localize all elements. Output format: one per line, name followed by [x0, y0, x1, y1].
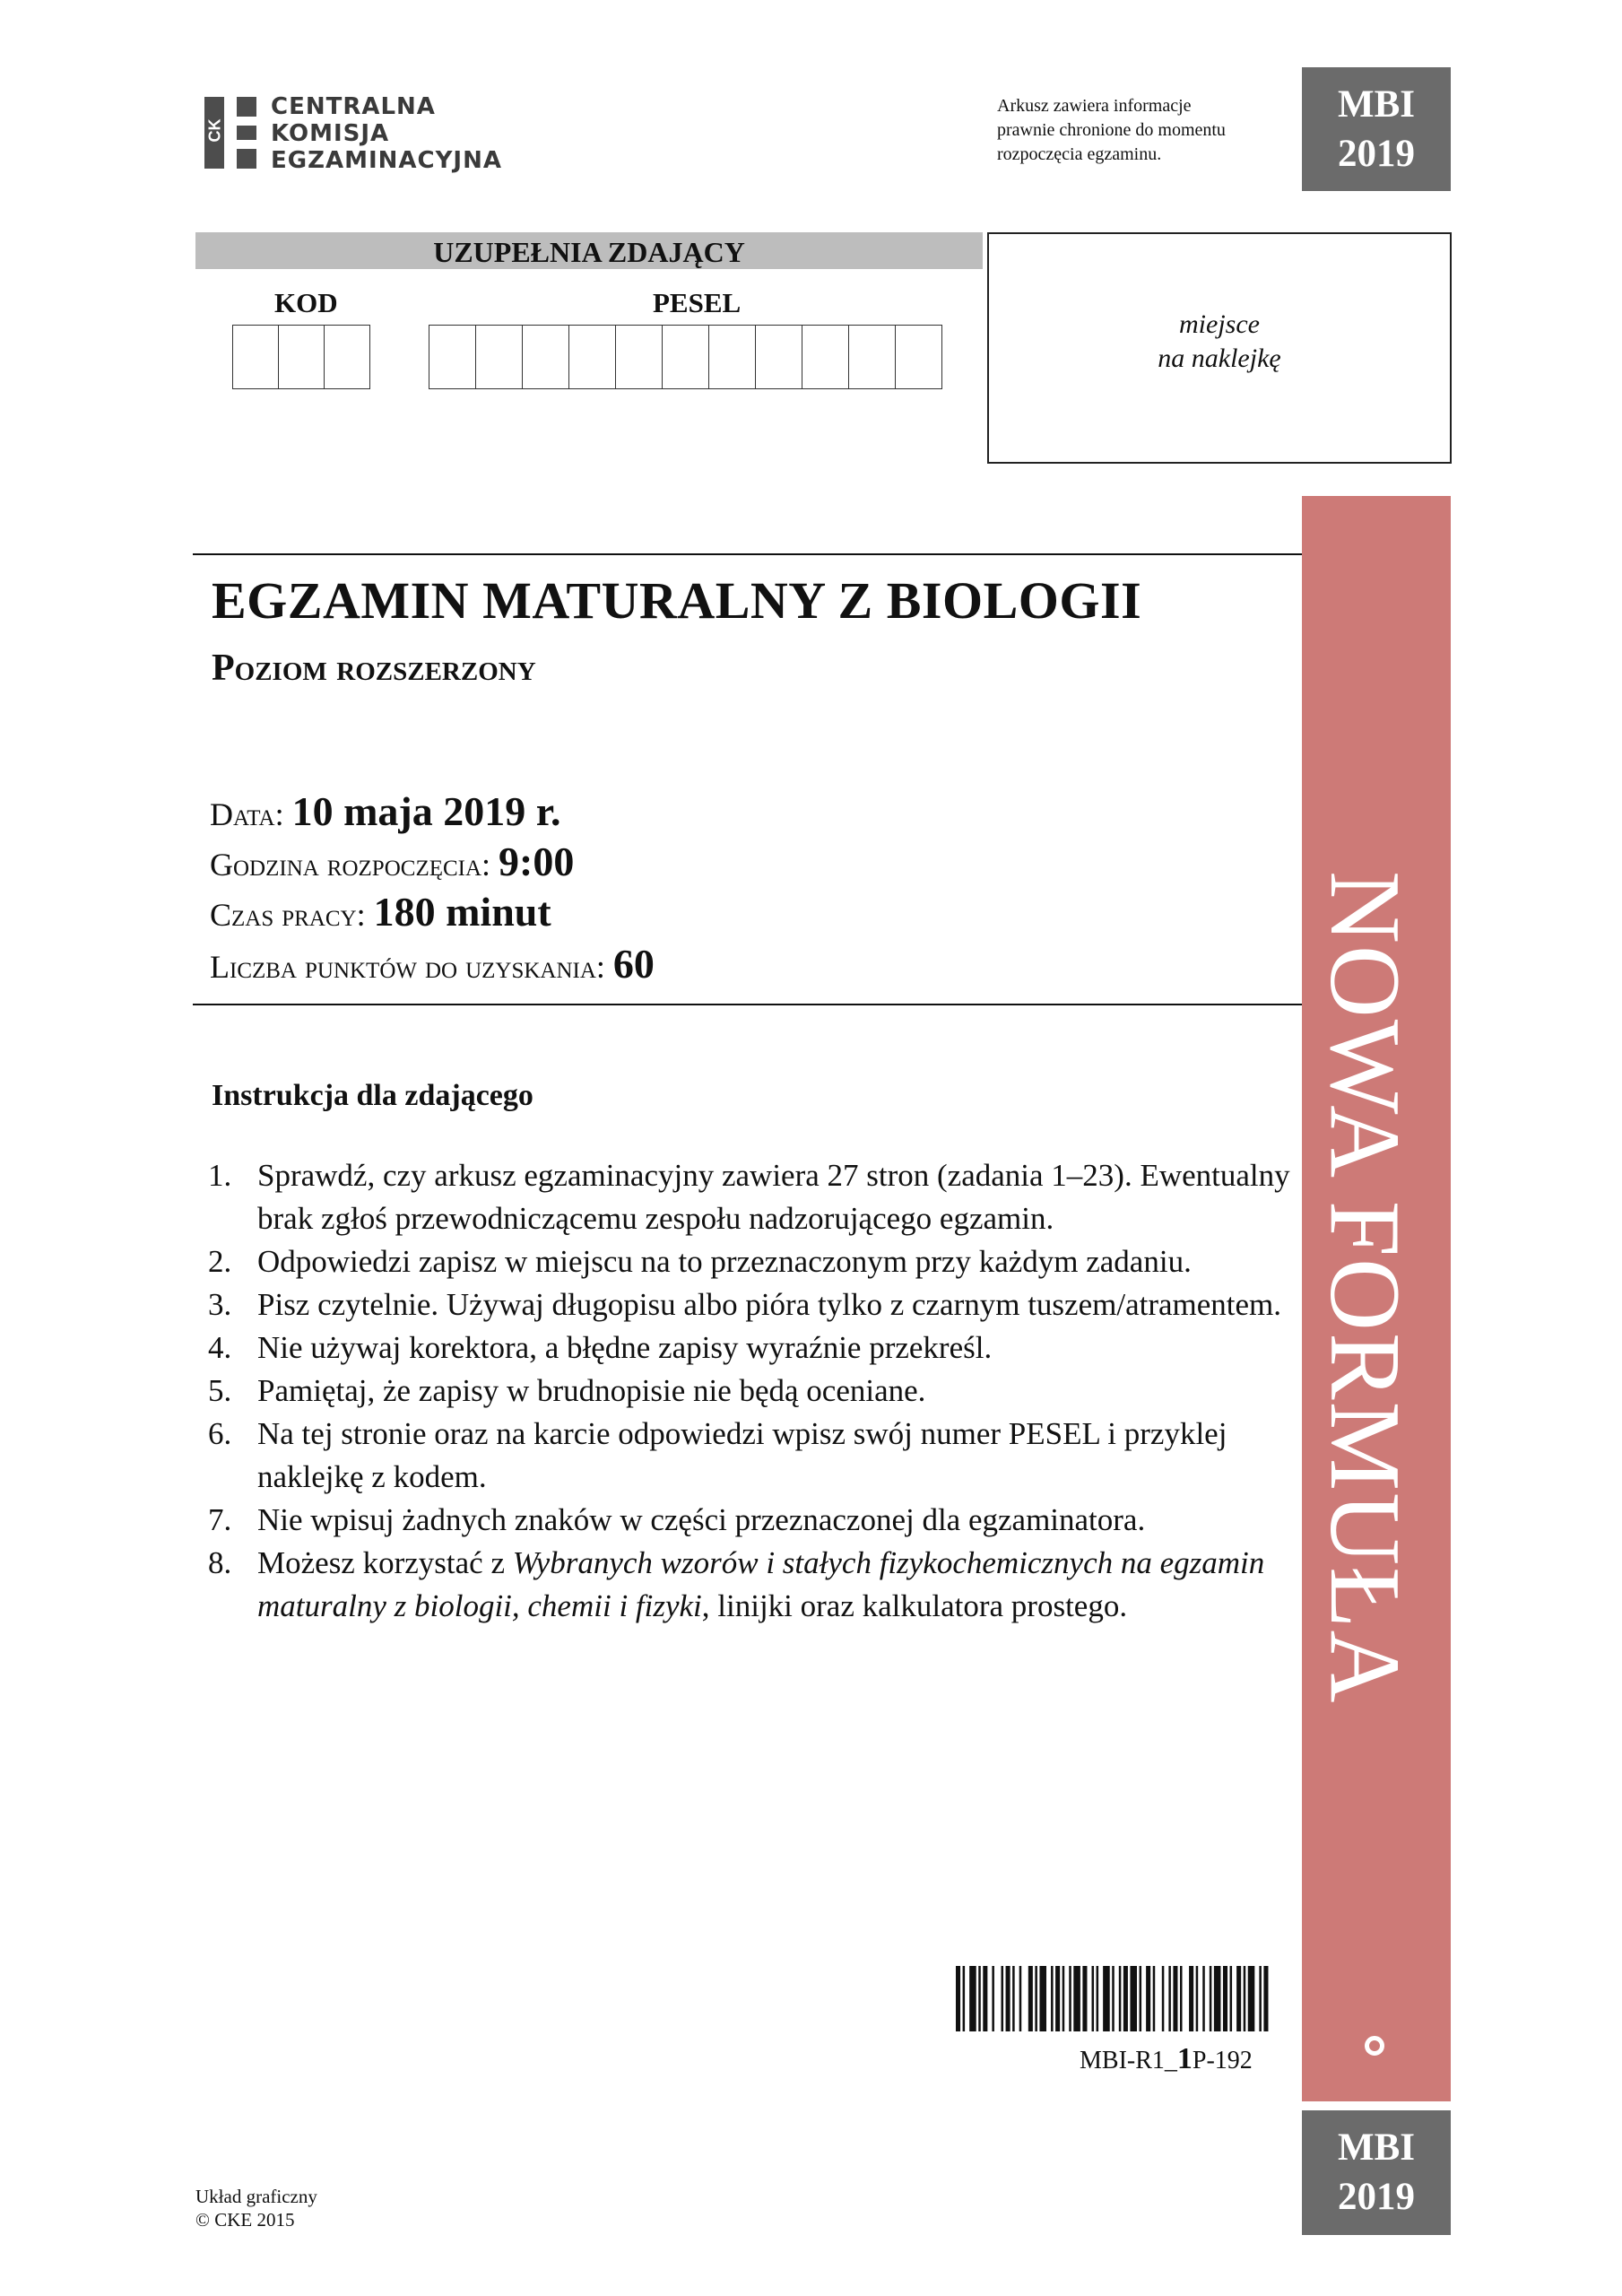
- item-text: Na tej stronie oraz na karcie odpowiedzi wpisz swój numer PESEL i przyklej naklejkę z kodem.: [257, 1416, 1227, 1494]
- exam-code-bottom: [1302, 2110, 1451, 2235]
- logo-mark-text: CK: [205, 118, 224, 143]
- list-item: [208, 1154, 1302, 1240]
- footer: [195, 2185, 317, 2231]
- barcode-label-post: P-192: [1192, 2047, 1253, 2074]
- barcode-bar: [1214, 1966, 1221, 2031]
- barcode-bar: [1196, 1966, 1199, 2031]
- barcode-bar: [1189, 1966, 1193, 2031]
- cke-logo-mark: [204, 97, 256, 169]
- item-text: Nie wpisuj żadnych znaków w części przeznaczonej dla egzaminatora.: [257, 1502, 1146, 1537]
- item-number: 7.: [208, 1502, 232, 1537]
- sticker-line2: na naklejkę: [1158, 344, 1281, 373]
- barcode-bar: [1051, 1966, 1054, 2031]
- item-text: Odpowiedzi zapisz w miejscu na to przeznaczonym przy każdym zadaniu.: [257, 1244, 1192, 1279]
- item-text: Sprawdź, czy arkusz egzaminacyjny zawiera 27 stron (zadania 1–23). Ewentualny brak zgłoś przewodniczącemu zespołu nadzorującego egzamin.: [257, 1158, 1290, 1236]
- pesel-cell[interactable]: [662, 325, 709, 389]
- list-item: [208, 1413, 1302, 1499]
- exam-code-line2: 2019: [1338, 133, 1415, 175]
- barcode-bar: [1123, 1966, 1128, 2031]
- item-number: 2.: [208, 1244, 232, 1279]
- pesel-cell[interactable]: [848, 325, 896, 389]
- pesel-label: PESEL: [653, 287, 742, 318]
- notice-line: rozpoczęcia egzaminu.: [997, 144, 1162, 164]
- barcode-bar: [1069, 1966, 1071, 2031]
- barcode-bar: [1248, 1966, 1255, 2031]
- meta-points: [210, 940, 655, 987]
- barcode-bar: [1006, 1966, 1010, 2031]
- meta-value: 180 minut: [373, 889, 551, 935]
- list-item: [208, 1326, 1302, 1370]
- list-item: [208, 1240, 1302, 1283]
- item-text: Pamiętaj, że zapisy w brudnopisie nie będą oceniane.: [257, 1373, 926, 1408]
- kod-cell[interactable]: [324, 325, 370, 389]
- meta-label: Liczba punktów do uzyskania:: [210, 949, 613, 985]
- item-number: 5.: [208, 1373, 232, 1408]
- barcode-bar: [1012, 1966, 1015, 2031]
- barcode-label: [1080, 2042, 1253, 2076]
- barcode-bar: [1263, 1966, 1268, 2031]
- barcode-bar: [1180, 1966, 1183, 2031]
- item-number: 1.: [208, 1158, 232, 1193]
- pesel-cell[interactable]: [429, 325, 476, 389]
- exam-level: Poziom rozszerzony: [212, 648, 536, 689]
- notice-line: prawnie chronione do momentu: [997, 120, 1226, 140]
- meta-value: 10 maja 2019 r.: [291, 788, 561, 834]
- item-number: 4.: [208, 1330, 232, 1365]
- barcode-bar: [1055, 1966, 1060, 2031]
- kod-cell[interactable]: [232, 325, 279, 389]
- barcode-bar: [1019, 1966, 1022, 2031]
- item-text-post: , linijki oraz kalkulatora prostego.: [701, 1588, 1128, 1623]
- barcode-label-bold: 1: [1176, 2042, 1193, 2075]
- notice-line: Arkusz zawiera informacje: [997, 96, 1192, 116]
- item-number: 8.: [208, 1545, 232, 1580]
- barcode-bar: [969, 1966, 976, 2031]
- footer-line1: Układ graficzny: [195, 2186, 317, 2207]
- meta-start-time: [210, 838, 574, 885]
- candidate-fill-header: UZUPEŁNIA ZDAJĄCY: [195, 232, 983, 269]
- barcode-bar: [1002, 1966, 1004, 2031]
- barcode-bar: [1173, 1966, 1177, 2031]
- barcode-bar: [956, 1966, 960, 2031]
- footer-line2: © CKE 2015: [195, 2209, 295, 2231]
- barcode-bar: [1103, 1966, 1110, 2031]
- barcode-bar: [1202, 1966, 1205, 2031]
- list-item: [208, 1542, 1302, 1628]
- barcode-bar: [1039, 1966, 1046, 2031]
- barcode-bar: [1082, 1966, 1087, 2031]
- barcode-bar: [1168, 1966, 1171, 2031]
- pesel-cell[interactable]: [802, 325, 849, 389]
- barcode-bar: [1236, 1966, 1241, 2031]
- item-text-pre: Możesz korzystać z: [257, 1545, 513, 1580]
- instructions-heading: Instrukcja dla zdającego: [212, 1079, 533, 1112]
- meta-date: [210, 787, 560, 835]
- barcode-bar: [978, 1966, 981, 2031]
- barcode-bar: [1028, 1966, 1033, 2031]
- barcode: [956, 1966, 1271, 2031]
- barcode-bar: [1140, 1966, 1142, 2031]
- barcode-bar: [1223, 1966, 1227, 2031]
- barcode-bar: [1092, 1966, 1095, 2031]
- meta-label: Czas pracy:: [210, 897, 374, 933]
- barcode-bar: [1119, 1966, 1122, 2031]
- exam-code-top: [1302, 67, 1451, 191]
- barcode-bar: [992, 1966, 994, 2031]
- pesel-input-cells[interactable]: [429, 325, 942, 389]
- barcode-bar: [1112, 1966, 1115, 2031]
- barcode-bar: [1230, 1966, 1233, 2031]
- meta-label: Data:: [210, 796, 292, 832]
- cke-logo-text: [271, 93, 502, 174]
- barcode-bar: [1244, 1966, 1246, 2031]
- barcode-label-pre: MBI-R1_: [1080, 2047, 1177, 2074]
- divider: [193, 553, 1302, 555]
- pesel-cell[interactable]: [568, 325, 616, 389]
- list-item: [208, 1499, 1302, 1542]
- barcode-bar: [1259, 1966, 1262, 2031]
- pesel-cell[interactable]: [895, 325, 942, 389]
- logo-line: EGZAMINACYJNA: [271, 147, 502, 174]
- meta-value: 60: [612, 941, 655, 987]
- circle-icon: [1365, 2036, 1384, 2056]
- barcode-bar: [983, 1966, 987, 2031]
- pesel-cell[interactable]: [615, 325, 663, 389]
- barcode-bar: [1162, 1966, 1165, 2031]
- meta-label: Godzina rozpoczęcia:: [210, 847, 499, 883]
- exam-code-line1: MBI: [1338, 83, 1415, 126]
- confidentiality-notice: [997, 94, 1226, 167]
- pesel-cell[interactable]: [755, 325, 802, 389]
- item-text-italic: Wybranych wzorów i stałych fizykochemicznych na egzamin maturalny z biologii, chemii i fizyki: [257, 1545, 1265, 1623]
- exam-code-line2: 2019: [1338, 2176, 1415, 2218]
- list-item: [208, 1283, 1302, 1326]
- item-text: [257, 1542, 1302, 1628]
- kod-input-cells[interactable]: [233, 325, 370, 389]
- item-text: Pisz czytelnie. Używaj długopisu albo pióra tylko z czarnym tuszem/atramentem.: [257, 1287, 1282, 1322]
- barcode-bar: [963, 1966, 966, 2031]
- logo-line: CENTRALNA: [271, 93, 436, 120]
- barcode-bar: [1063, 1966, 1065, 2031]
- barcode-bar: [1097, 1966, 1099, 2031]
- exam-title: EGZAMIN MATURALNY Z BIOLOGII: [212, 571, 1142, 630]
- exam-code-line1: MBI: [1338, 2126, 1415, 2169]
- barcode-bar: [1153, 1966, 1156, 2031]
- meta-value: 9:00: [499, 839, 575, 884]
- logo-line: KOMISJA: [271, 120, 390, 147]
- pesel-cell[interactable]: [708, 325, 756, 389]
- pesel-cell[interactable]: [475, 325, 523, 389]
- sticker-placeholder: [987, 232, 1452, 464]
- sidebar-text: NOWA FORMUŁA: [1309, 871, 1420, 1705]
- meta-duration: [210, 888, 551, 935]
- item-number: 6.: [208, 1416, 232, 1451]
- kod-cell[interactable]: [278, 325, 325, 389]
- sticker-line1: miejsce: [1179, 309, 1260, 339]
- pesel-cell[interactable]: [522, 325, 569, 389]
- item-text: Nie używaj korektora, a błędne zapisy wyraźnie przekreśl.: [257, 1330, 993, 1365]
- barcode-bar: [1130, 1966, 1137, 2031]
- barcode-bar: [1073, 1966, 1080, 2031]
- list-item: [208, 1370, 1302, 1413]
- divider: [193, 1004, 1302, 1005]
- barcode-bar: [1035, 1966, 1037, 2031]
- instructions-list: [208, 1154, 1302, 1628]
- item-number: 3.: [208, 1287, 232, 1322]
- barcode-bar: [1210, 1966, 1212, 2031]
- nowa-formula-sidebar: [1302, 496, 1451, 2101]
- barcode-bar: [1146, 1966, 1150, 2031]
- kod-label: KOD: [274, 287, 338, 318]
